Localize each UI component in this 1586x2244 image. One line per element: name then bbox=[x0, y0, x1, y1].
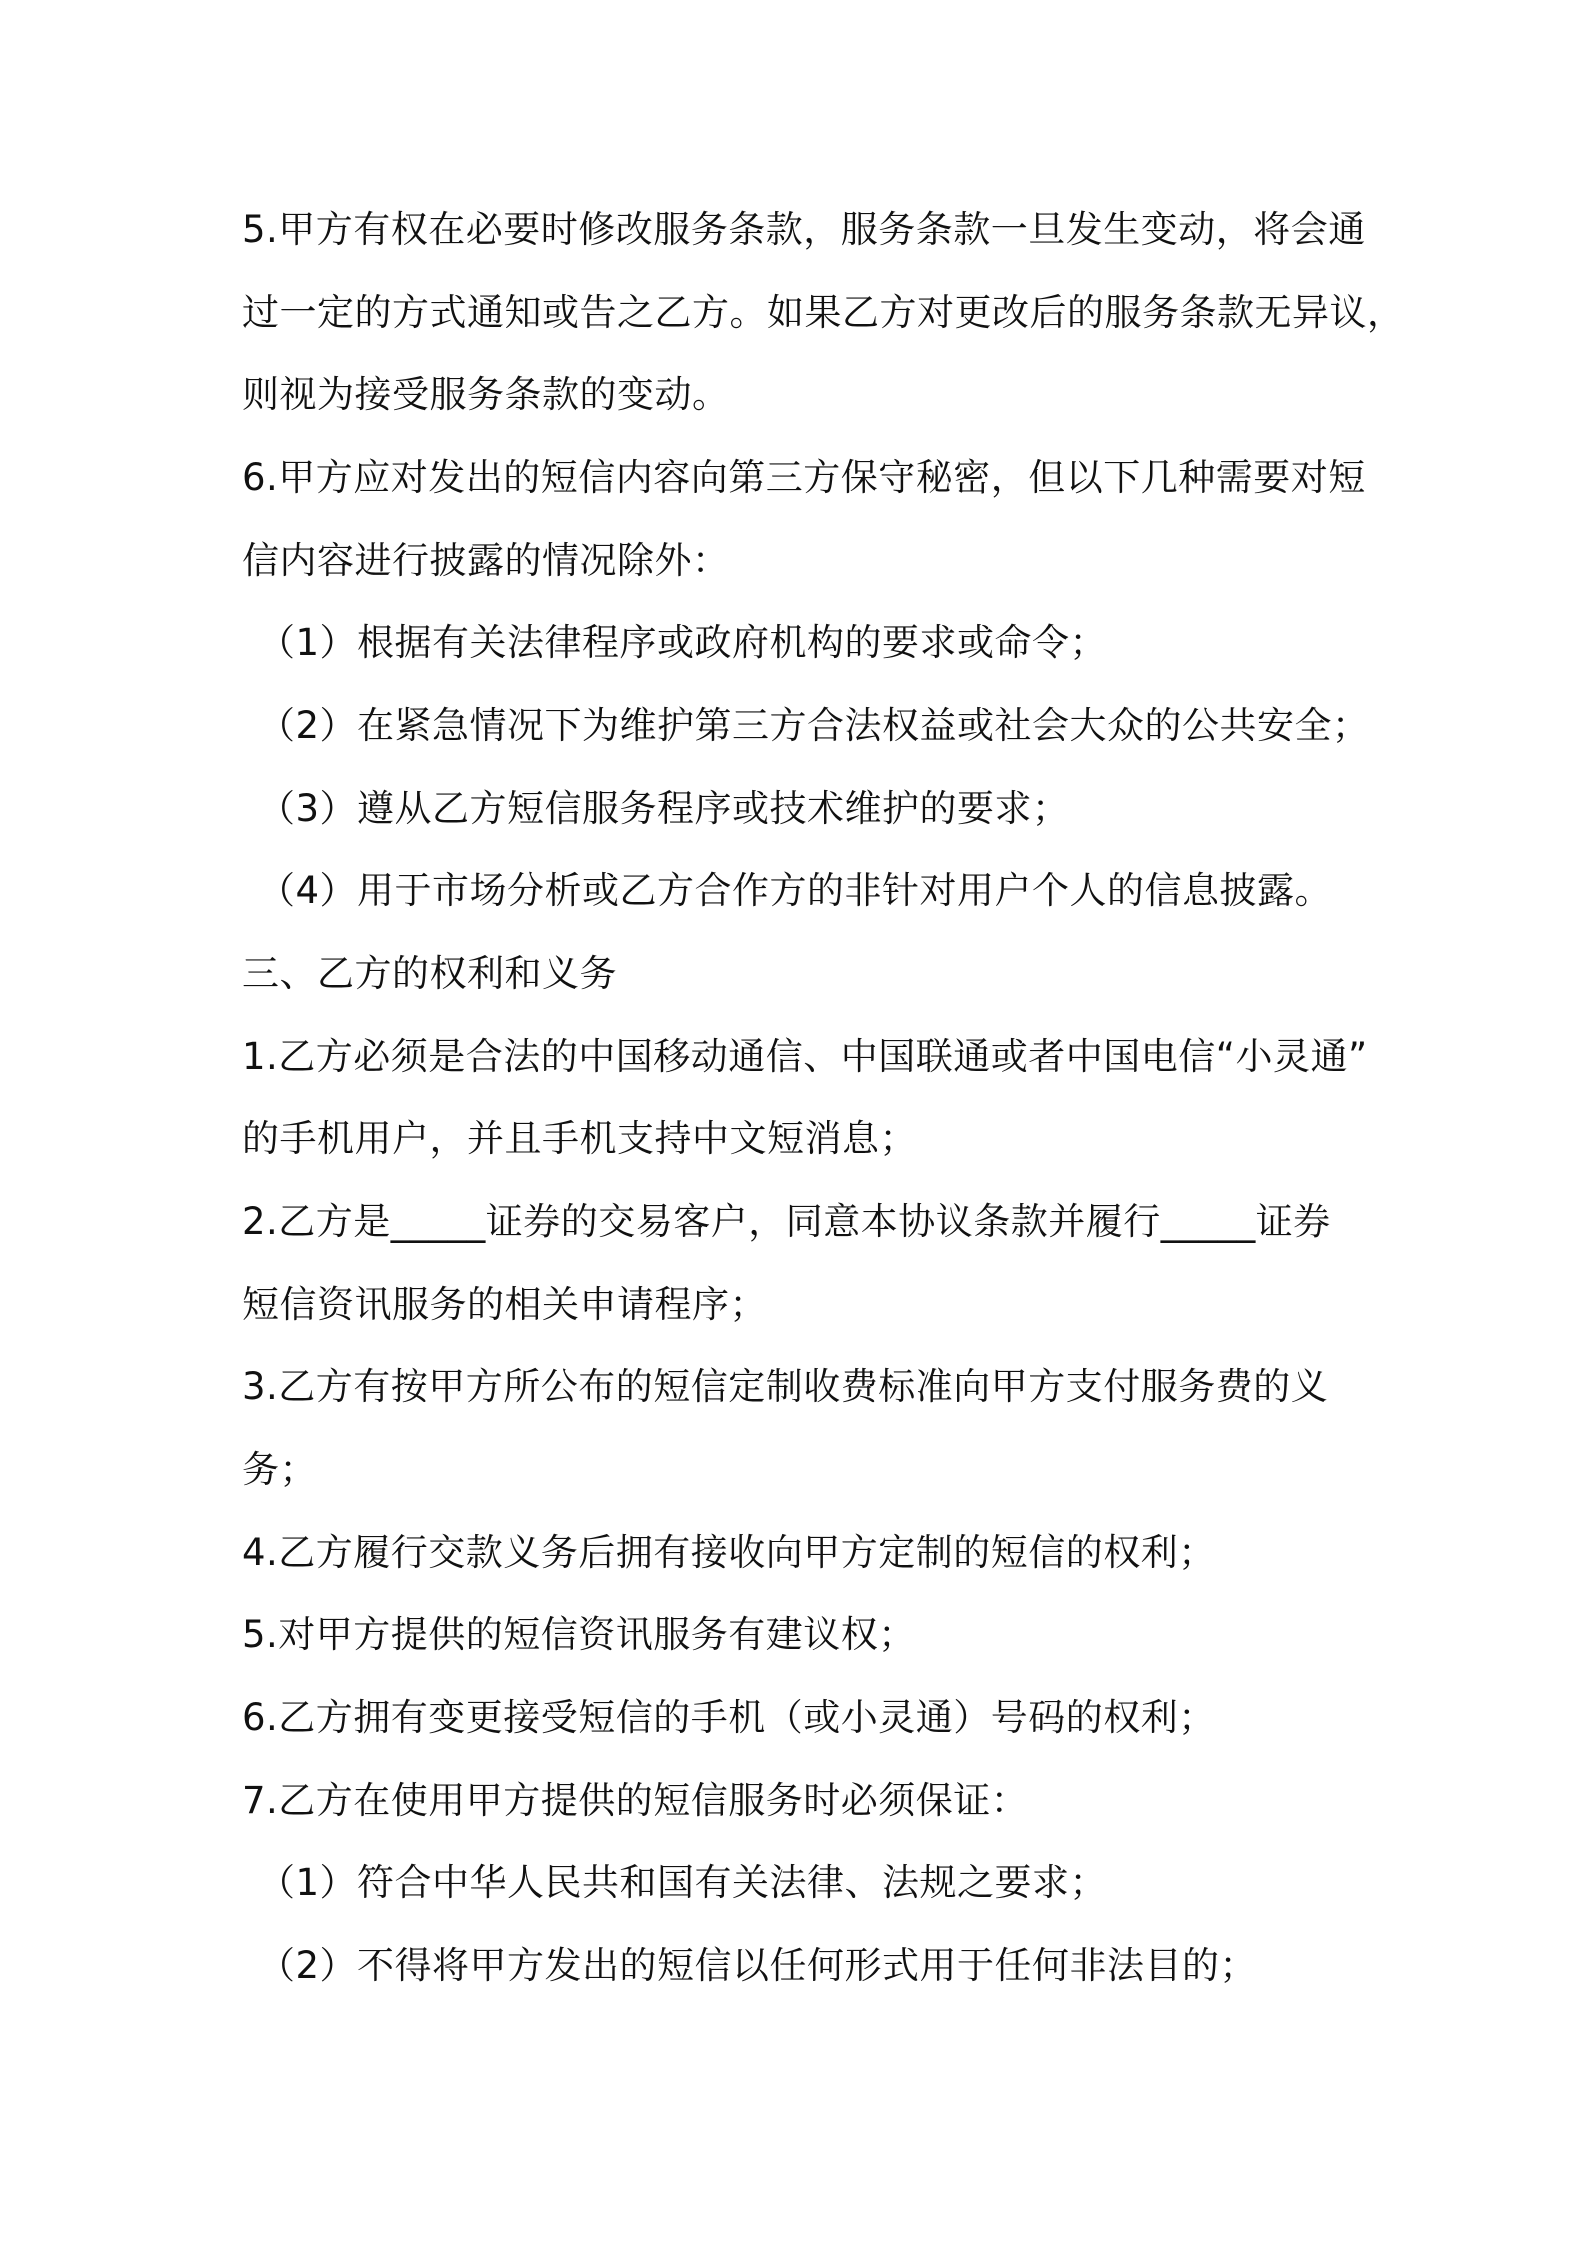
text-line: 4.乙方履行交款义务后拥有接收向甲方定制的短信的权利； bbox=[242, 1531, 1216, 1574]
text-line: 3.乙方有按甲方所公布的短信定制收费标准向甲方支付服务费的义 bbox=[242, 1365, 1329, 1408]
text-line: （2）在紧急情况下为维护第三方合法权益或社会大众的公共安全； bbox=[258, 704, 1370, 747]
text-line: 7.乙方在使用甲方提供的短信服务时必须保证： bbox=[242, 1779, 1029, 1822]
text-line: 短信资讯服务的相关申请程序； bbox=[242, 1283, 767, 1326]
text-line: 6.乙方拥有变更接受短信的手机（或小灵通）号码的权利； bbox=[242, 1696, 1216, 1739]
text-line: 2.乙方是_____证券的交易客户，同意本协议条款并履行_____证券 bbox=[242, 1200, 1331, 1243]
text-line: 5.对甲方提供的短信资讯服务有建议权； bbox=[242, 1613, 916, 1656]
text-line: 1.乙方必须是合法的中国移动通信、中国联通或者中国电信“小灵通” bbox=[242, 1035, 1368, 1078]
text-line: 信内容进行披露的情况除外： bbox=[242, 539, 730, 582]
text-line: 则视为接受服务条款的变动。 bbox=[242, 373, 730, 416]
text-line: （2）不得将甲方发出的短信以任何形式用于任何非法目的； bbox=[258, 1944, 1258, 1987]
text-line: （3）遵从乙方短信服务程序或技术维护的要求； bbox=[258, 787, 1070, 830]
text-line: （4）用于市场分析或乙方合作方的非针对用户个人的信息披露。 bbox=[258, 869, 1333, 912]
text-line: 5.甲方有权在必要时修改服务条款，服务条款一旦发生变动，将会通 bbox=[242, 208, 1366, 251]
text-line: （1）根据有关法律程序或政府机构的要求或命令； bbox=[258, 621, 1108, 664]
text-line: 6.甲方应对发出的短信内容向第三方保守秘密，但以下几种需要对短 bbox=[242, 456, 1366, 499]
text-line: 的手机用户，并且手机支持中文短消息； bbox=[242, 1117, 917, 1160]
section-heading: 三、乙方的权利和义务 bbox=[242, 952, 617, 995]
text-line: （1）符合中华人民共和国有关法律、法规之要求； bbox=[258, 1861, 1108, 1904]
text-line: 过一定的方式通知或告之乙方。如果乙方对更改后的服务条款无异议， bbox=[242, 291, 1405, 334]
text-line: 务； bbox=[242, 1448, 317, 1491]
